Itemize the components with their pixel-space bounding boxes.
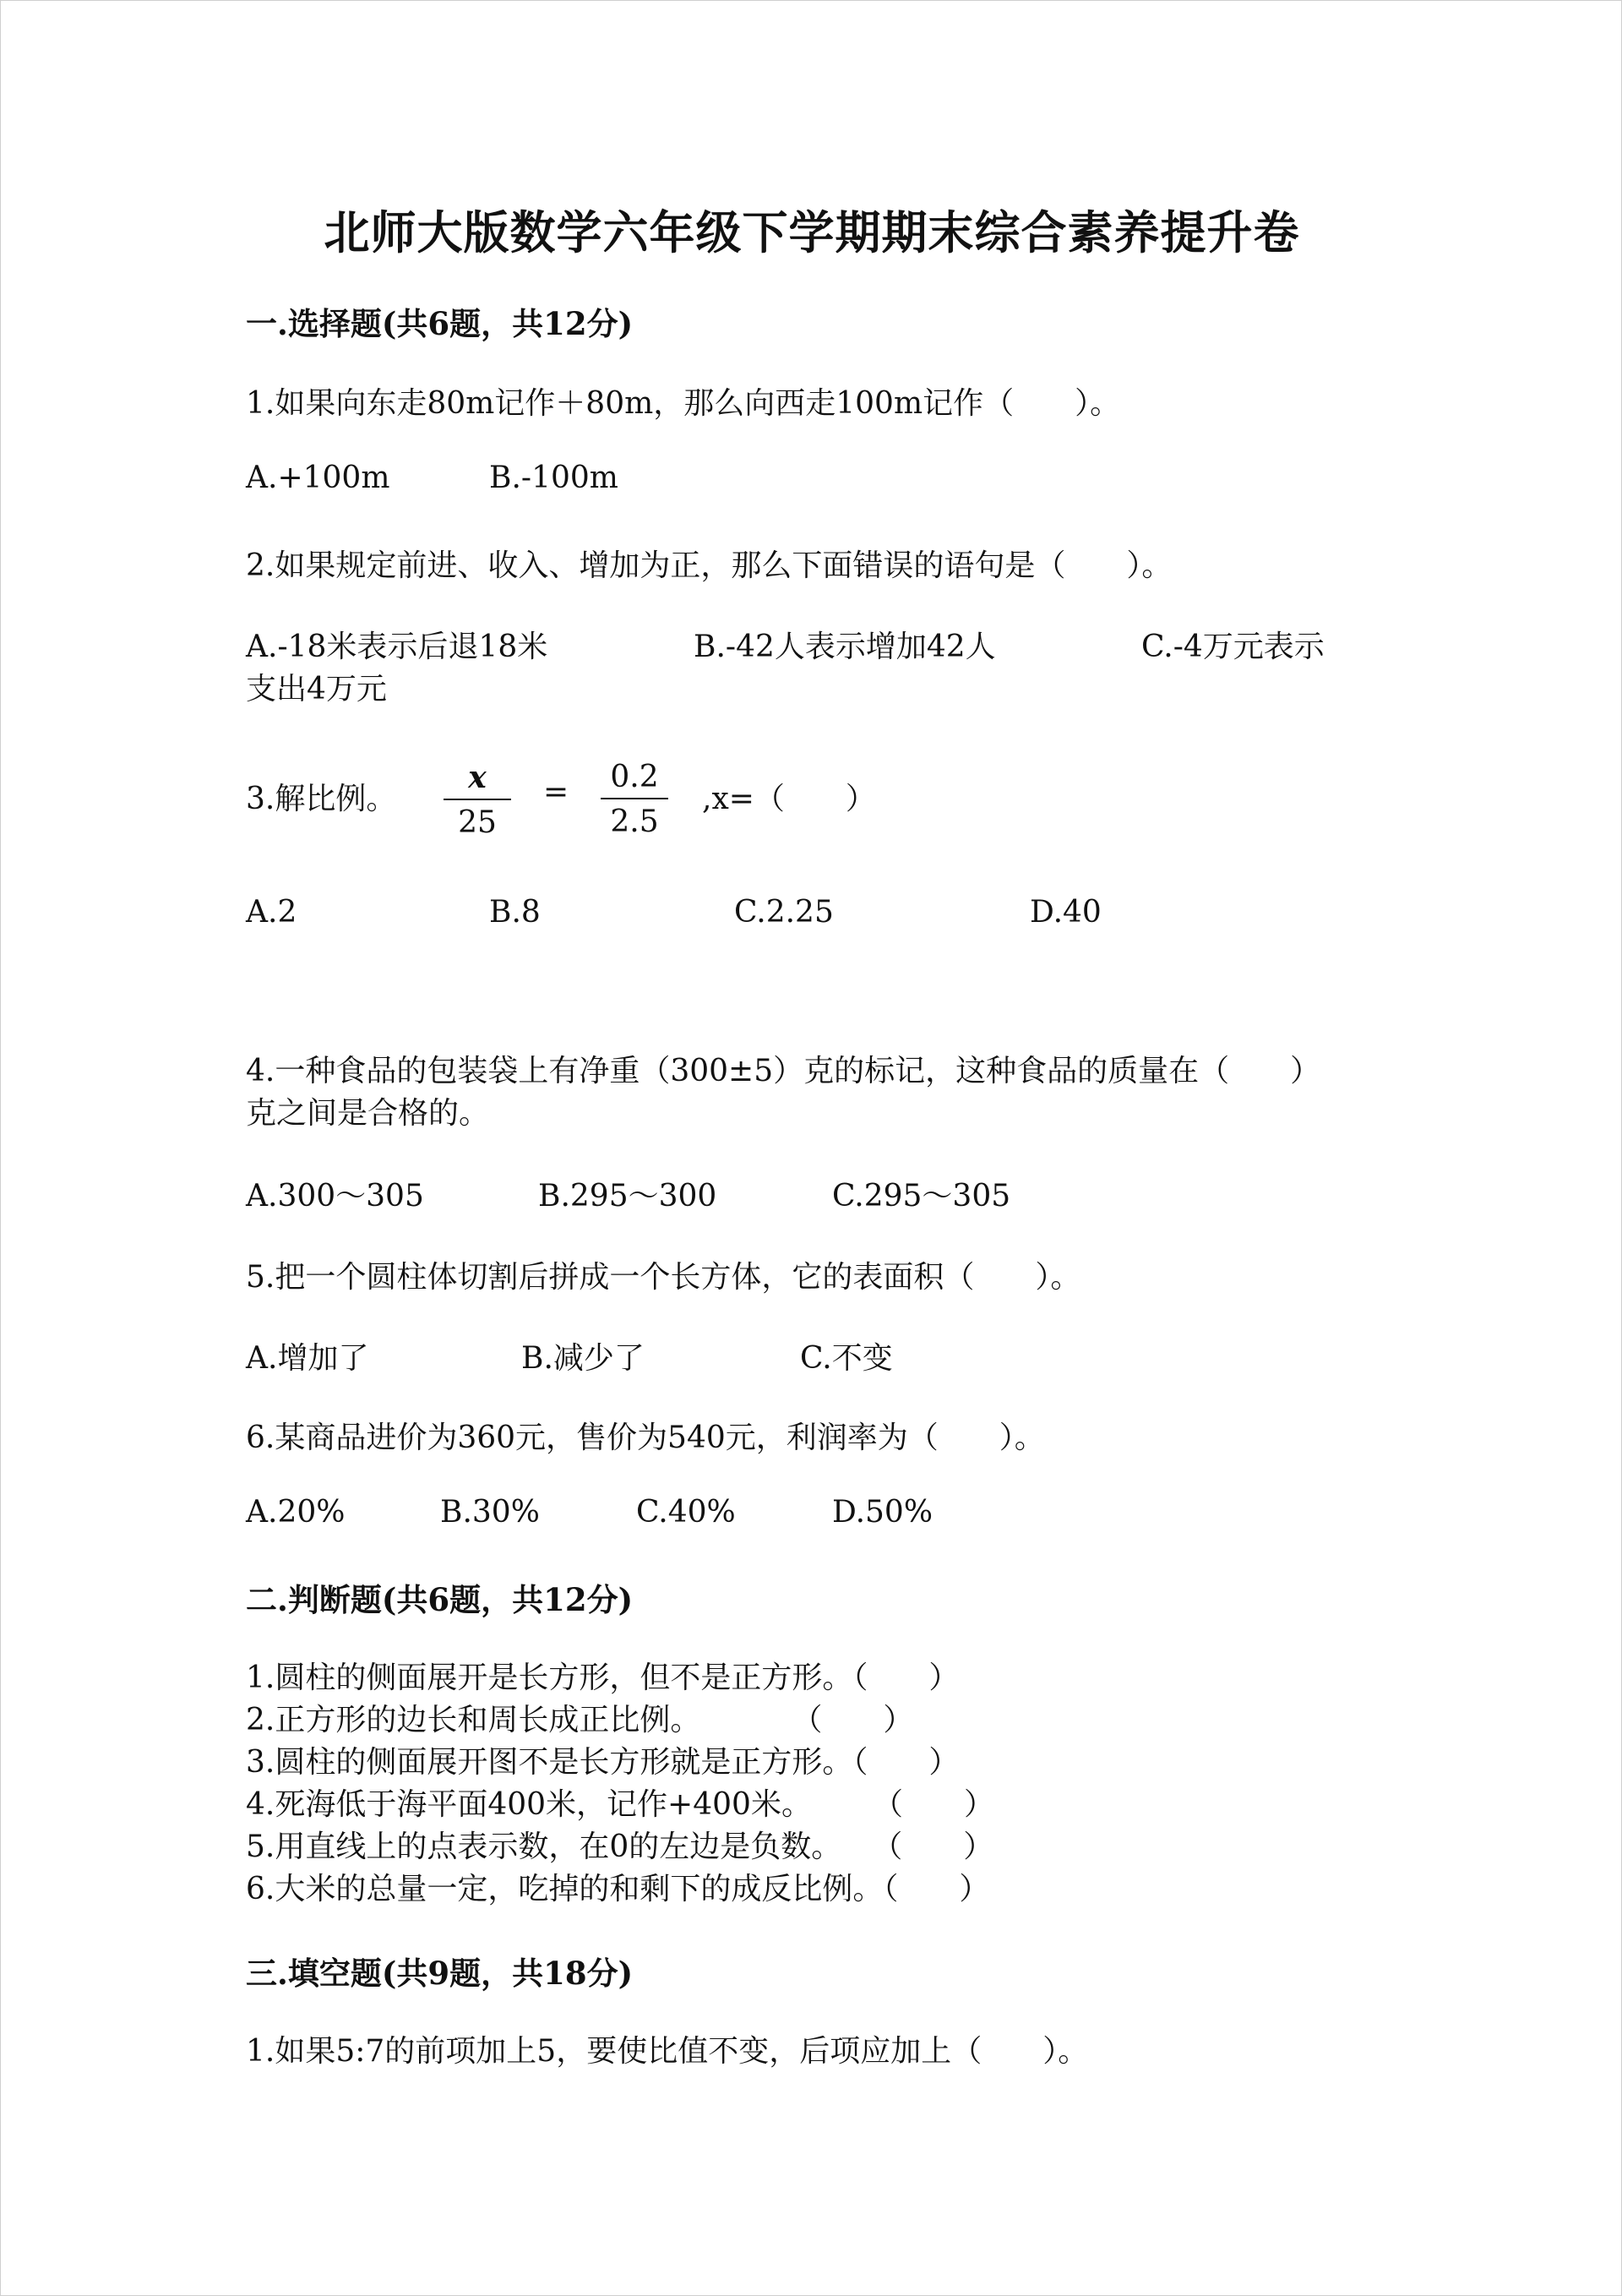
fraction-2-numerator: 0.2 [601, 760, 668, 799]
question-2-stem: 2.如果规定前进、收入、增加为正，那么下面错误的语句是（ ）。 [246, 548, 1173, 583]
judge-item-1: 1.圆柱的侧面展开是长方形，但不是正方形。（ ） [246, 1661, 960, 1695]
question-3-tail: ,x=（ ） [702, 782, 876, 816]
q3-option-d: D.40 [1030, 895, 1102, 930]
question-4-stem: 4.一种食品的包装袋上有净重（300±5）克的标记，这种食品的质量在（ ） [246, 1054, 1321, 1088]
question-6-stem: 6.某商品进价为360元，售价为540元，利润率为（ ）。 [246, 1421, 1045, 1455]
q1-option-a: A.+100m [246, 461, 390, 495]
page-title: 北师大版数学六年级下学期期末综合素养提升卷 [324, 205, 1300, 259]
q3-option-b: B.8 [489, 895, 541, 930]
q6-option-d: D.50% [832, 1495, 933, 1530]
judge-item-6: 6.大米的总量一定，吃掉的和剩下的成反比例。（ ） [246, 1872, 990, 1906]
judge-item-3: 3.圆柱的侧面展开图不是长方形就是正方形。（ ） [246, 1745, 960, 1780]
judge-item-2: 2.正方形的边长和周长成正比例。 （ ） [246, 1703, 914, 1737]
section-heading-choice: 一.选择题(共6题，共12分) [246, 305, 634, 342]
q2-option-c-wrap: 支出4万元 [246, 672, 387, 706]
q6-option-a: A.20% [246, 1495, 346, 1530]
q3-option-c: C.2.25 [734, 895, 834, 930]
question-4-stem-wrap: 克之间是合格的。 [246, 1096, 490, 1131]
q2-option-b: B.-42人表示增加42人 [694, 630, 996, 664]
q6-option-b: B.30% [440, 1495, 540, 1530]
section-heading-judge: 二.判断题(共6题，共12分) [246, 1581, 634, 1618]
fraction-x-over-25 [444, 760, 511, 840]
judge-item-4: 4.死海低于海平面400米，记作+400米。 （ ） [246, 1787, 994, 1822]
q4-option-c: C.295～305 [832, 1179, 1011, 1213]
section-heading-fill: 三.填空题(共9题，共18分) [246, 1955, 634, 1992]
fill-question-1: 1.如果5:7的前项加上5，要使比值不变，后项应加上（ ）。 [246, 2034, 1089, 2069]
question-5-stem: 5.把一个圆柱体切割后拼成一个长方体，它的表面积（ ）。 [246, 1260, 1081, 1295]
question-1-stem: 1.如果向东走80m记作＋80m，那么向西走100m记作（ ）。 [246, 386, 1121, 421]
q2-option-c: C.-4万元表示 [1141, 630, 1325, 664]
fraction-1-denominator: 25 [458, 805, 497, 840]
q3-option-a: A.2 [246, 895, 297, 930]
question-3-stem: 3.解比例。 [246, 782, 397, 816]
judge-item-5: 5.用直线上的点表示数，在0的左边是负数。 （ ） [246, 1830, 994, 1864]
q1-option-b: B.-100m [489, 461, 618, 495]
fraction-0.2-over-2.5 [601, 760, 668, 839]
equals-sign: = [543, 775, 569, 810]
q4-option-a: A.300～305 [246, 1179, 424, 1213]
fraction-1-numerator: x [444, 760, 511, 800]
q5-option-c: C.不变 [800, 1341, 893, 1376]
q2-option-a: A.-18米表示后退18米 [246, 630, 548, 664]
q4-option-b: B.295～300 [538, 1179, 717, 1213]
fraction-2-denominator: 2.5 [610, 804, 659, 839]
q5-option-a: A.增加了 [246, 1341, 369, 1376]
q6-option-c: C.40% [636, 1495, 736, 1530]
q5-option-b: B.减少了 [521, 1341, 645, 1376]
